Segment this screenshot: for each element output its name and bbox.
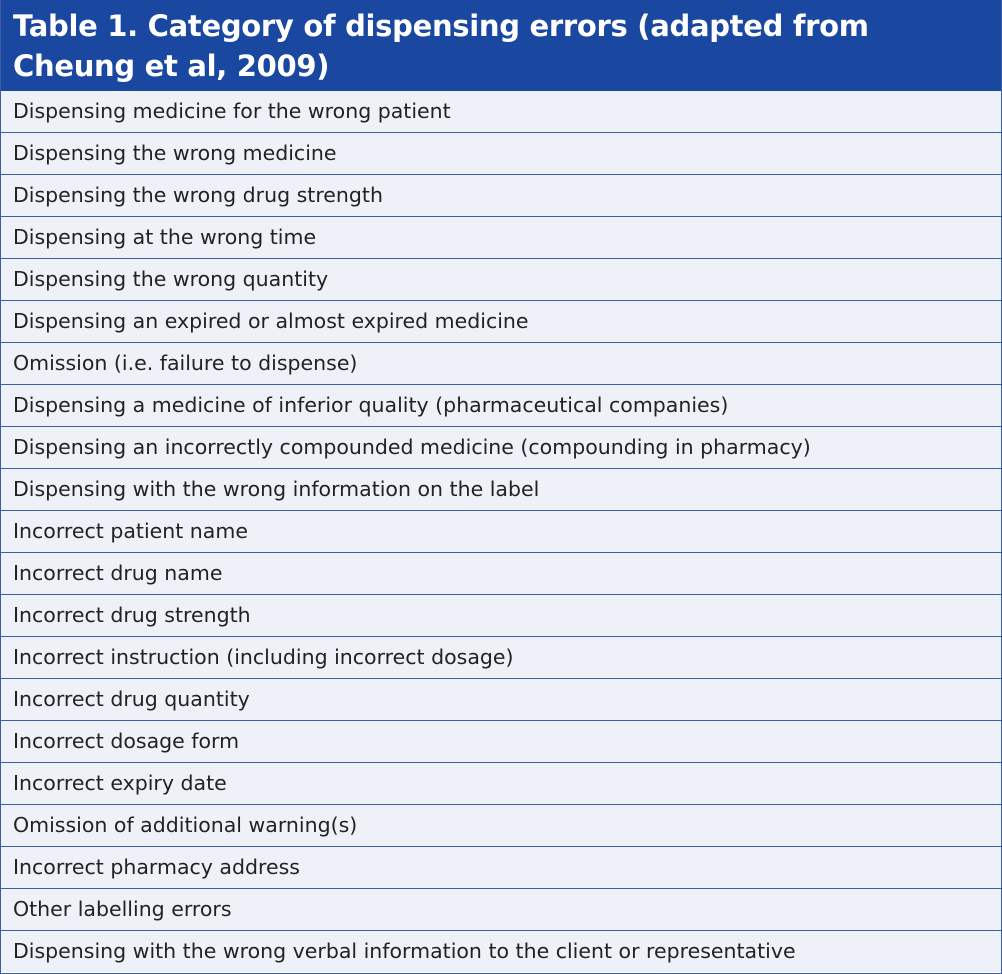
table-row: Incorrect patient name — [1, 511, 1001, 553]
table-row: Incorrect drug name — [1, 553, 1001, 595]
table-row: Omission of additional warning(s) — [1, 805, 1001, 847]
table-row: Dispensing an incorrectly compounded medicine (compounding in pharmacy) — [1, 427, 1001, 469]
table-row: Dispensing with the wrong information on the label — [1, 469, 1001, 511]
table-body — [1, 91, 1001, 972]
table-row: Dispensing at the wrong time — [1, 217, 1001, 259]
table-row: Incorrect drug strength — [1, 595, 1001, 637]
table-row: Incorrect pharmacy address — [1, 847, 1001, 889]
table-row: Incorrect expiry date — [1, 763, 1001, 805]
table-row: Dispensing with the wrong verbal information to the client or representative — [1, 931, 1001, 972]
table-row: Incorrect drug quantity — [1, 679, 1001, 721]
table-row: Dispensing the wrong quantity — [1, 259, 1001, 301]
table-row: Dispensing a medicine of inferior quality (pharmaceutical companies) — [1, 385, 1001, 427]
table-row: Dispensing an expired or almost expired medicine — [1, 301, 1001, 343]
table-row: Dispensing the wrong drug strength — [1, 175, 1001, 217]
table-row: Omission (i.e. failure to dispense) — [1, 343, 1001, 385]
table-row: Other labelling errors — [1, 889, 1001, 931]
table-row: Incorrect instruction (including incorrect dosage) — [1, 637, 1001, 679]
table-title: Table 1. Category of dispensing errors (adapted from Cheung et al, 2009) — [1, 0, 1001, 91]
table-row: Incorrect dosage form — [1, 721, 1001, 763]
table-row: Dispensing medicine for the wrong patient — [1, 91, 1001, 133]
table-row: Dispensing the wrong medicine — [1, 133, 1001, 175]
